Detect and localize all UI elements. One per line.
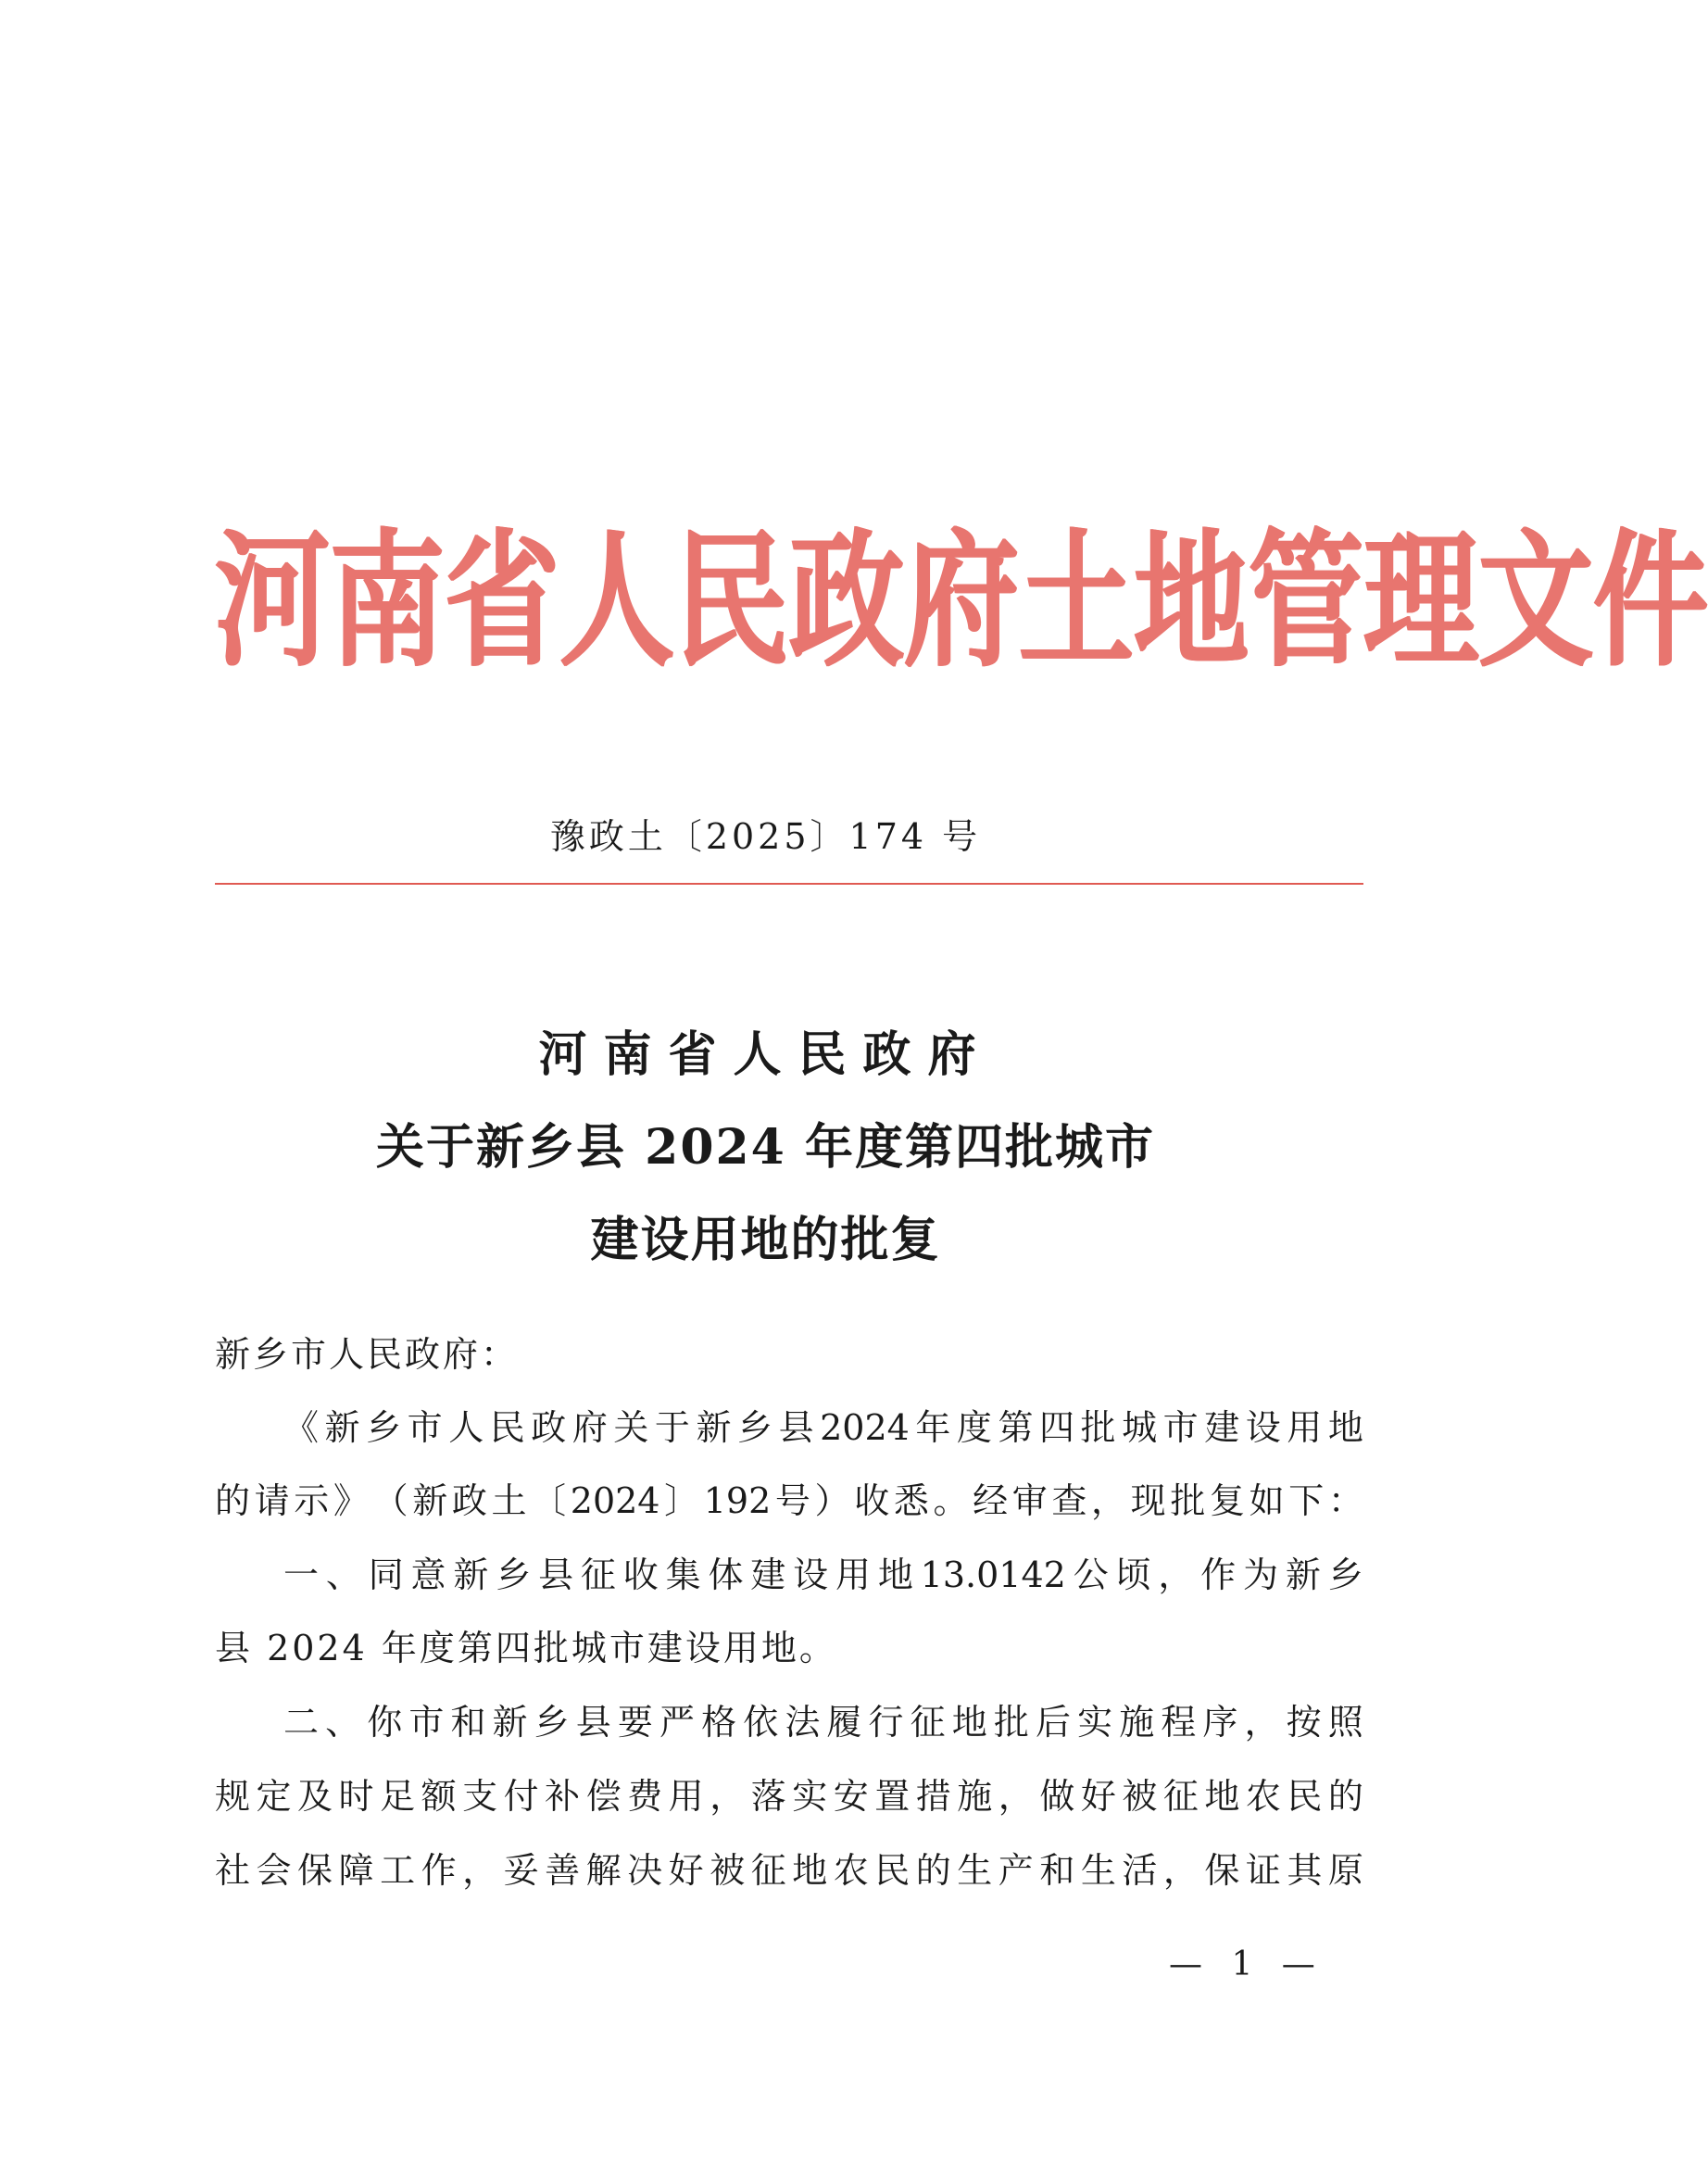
body-glyph: 新: [324, 1407, 360, 1448]
body-glyph: 安: [833, 1776, 869, 1817]
body-glyph: 乡: [737, 1407, 773, 1448]
body-glyph: 保: [297, 1850, 333, 1891]
masthead-character: 府: [904, 516, 1020, 688]
masthead-character: 地: [1134, 516, 1250, 688]
body-glyph: 实: [1077, 1702, 1113, 1743]
body-glyph: 农: [1245, 1776, 1281, 1817]
body-glyph: 用: [835, 1555, 871, 1595]
page-number: — 1 —: [1169, 1945, 1325, 1983]
body-glyph: 作: [421, 1850, 457, 1891]
body-glyph: 市: [408, 1702, 445, 1743]
body-glyph: 活: [1122, 1850, 1158, 1891]
body-line: [283, 1702, 1363, 1743]
body-glyph: 被: [1122, 1776, 1158, 1817]
body-glyph: 的: [215, 1480, 251, 1521]
body-glyph: 作: [1200, 1555, 1237, 1595]
body-glyph: 履: [826, 1702, 862, 1743]
body-glyph: 地: [792, 1850, 828, 1891]
body-glyph: 依: [743, 1702, 779, 1743]
body-glyph: 措: [915, 1776, 951, 1817]
body-glyph: 征: [910, 1702, 946, 1743]
body-glyph: 偿: [585, 1776, 622, 1817]
body-glyph: 收: [622, 1555, 659, 1595]
red-divider-line: [215, 883, 1363, 885]
body-line: [215, 1776, 1363, 1817]
body-glyph: 如: [1249, 1480, 1285, 1521]
masthead-character: 土: [1019, 516, 1135, 688]
body-glyph: 一: [283, 1555, 320, 1595]
body-glyph: 规: [215, 1776, 251, 1817]
body-glyph: 示: [294, 1480, 330, 1521]
body-glyph: 补: [545, 1776, 581, 1817]
body-glyph: 会: [256, 1850, 292, 1891]
body-glyph: 法: [785, 1702, 821, 1743]
body-glyph: 照: [1327, 1702, 1363, 1743]
body-glyph: 第: [998, 1407, 1034, 1448]
body-glyph: 收: [854, 1480, 890, 1521]
body-glyph: ，: [710, 1776, 746, 1817]
body-glyph: 善: [545, 1850, 581, 1891]
body-glyph: 经: [973, 1480, 1009, 1521]
body-glyph: 人: [448, 1407, 484, 1448]
body-glyph: 土: [491, 1480, 527, 1521]
body-glyph: 2024: [820, 1407, 910, 1448]
body-glyph: 。: [933, 1480, 969, 1521]
body-line: [283, 1407, 1363, 1448]
body-glyph: 障: [338, 1850, 374, 1891]
body-glyph: 好: [668, 1850, 704, 1891]
salutation: 新乡市人民政府：: [215, 1334, 520, 1375]
body-glyph: 查: [1051, 1480, 1087, 1521]
masthead-character: 件: [1593, 516, 1708, 688]
body-glyph: 年: [915, 1407, 951, 1448]
body-glyph: 保: [1204, 1850, 1240, 1891]
body-glyph: 府: [571, 1407, 608, 1448]
body-glyph: 生: [957, 1850, 993, 1891]
body-glyph: ，: [1162, 1850, 1199, 1891]
body-glyph: 于: [654, 1407, 690, 1448]
body-glyph: 定: [256, 1776, 292, 1817]
body-glyph: 的: [915, 1850, 951, 1891]
body-glyph: 做: [1039, 1776, 1075, 1817]
body-glyph: 工: [380, 1850, 416, 1891]
body-glyph: 后: [1035, 1702, 1071, 1743]
body-glyph: 体: [708, 1555, 744, 1595]
body-glyph: 妥: [503, 1850, 539, 1891]
masthead-character: 理: [1363, 516, 1479, 688]
body-glyph: 》: [333, 1480, 369, 1521]
body-glyph: 好: [1080, 1776, 1116, 1817]
body-glyph: 证: [1245, 1850, 1281, 1891]
body-glyph: 公: [1073, 1555, 1109, 1595]
masthead-character: 民: [674, 516, 790, 688]
masthead-character: 南: [330, 516, 446, 688]
body-glyph: 下: [1288, 1480, 1325, 1521]
body-glyph: 、: [325, 1555, 361, 1595]
body-glyph: 城: [1122, 1407, 1158, 1448]
body-glyph: ，: [998, 1776, 1034, 1817]
body-glyph: 用: [668, 1776, 704, 1817]
title-subject-end: 建设用地的批复: [590, 1212, 941, 1268]
body-glyph: 地: [1204, 1776, 1240, 1817]
masthead-character: 管: [1249, 516, 1364, 688]
body-glyph: 关: [613, 1407, 649, 1448]
body-glyph: 新: [492, 1702, 528, 1743]
body-glyph: 付: [503, 1776, 539, 1817]
body-glyph: 市: [1162, 1407, 1199, 1448]
body-glyph: 新: [453, 1555, 489, 1595]
body-glyph: 设: [1245, 1407, 1281, 1448]
body-glyph: 建: [750, 1555, 786, 1595]
body-glyph: 县: [778, 1407, 814, 1448]
body-glyph: ，: [1158, 1555, 1194, 1595]
body-glyph: ：: [1327, 1480, 1363, 1521]
body-glyph: 乡: [1327, 1555, 1363, 1595]
body-glyph: 批: [1080, 1407, 1116, 1448]
body-glyph: 征: [750, 1850, 786, 1891]
body-glyph: 格: [701, 1702, 737, 1743]
body-glyph: 社: [215, 1850, 251, 1891]
masthead-character: 文: [1478, 516, 1594, 688]
body-glyph: 征: [580, 1555, 616, 1595]
body-glyph: 政: [451, 1480, 487, 1521]
body-glyph: 13.0142: [920, 1555, 1066, 1595]
body-glyph: 用: [1287, 1407, 1323, 1448]
body-glyph: ）: [814, 1480, 850, 1521]
body-glyph: 复: [1209, 1480, 1245, 1521]
masthead-character: 人: [559, 516, 675, 688]
body-glyph: 农: [833, 1850, 869, 1891]
body-glyph: 施: [957, 1776, 993, 1817]
body-glyph: 号: [774, 1480, 810, 1521]
body-glyph: 192: [703, 1480, 772, 1521]
body-glyph: ，: [462, 1850, 498, 1891]
body-glyph: 按: [1286, 1702, 1322, 1743]
body-glyph: 新: [1285, 1555, 1321, 1595]
title-subject: 关于新乡县 2024 年度第四批城市: [376, 1119, 1155, 1176]
body-glyph: 民: [489, 1407, 525, 1448]
body-glyph: 产: [998, 1850, 1034, 1891]
body-glyph: 额: [421, 1776, 457, 1817]
body-glyph: 度: [956, 1407, 992, 1448]
body-glyph: 足: [380, 1776, 416, 1817]
body-glyph: 要: [617, 1702, 653, 1743]
body-glyph: 四: [1039, 1407, 1075, 1448]
body-glyph: 置: [874, 1776, 911, 1817]
body-glyph: 二: [283, 1702, 320, 1743]
body-glyph: 乡: [534, 1702, 570, 1743]
body-glyph: 市: [407, 1407, 443, 1448]
body-glyph: 支: [462, 1776, 498, 1817]
body-glyph: 序: [1202, 1702, 1238, 1743]
body-glyph: 你: [367, 1702, 403, 1743]
body-glyph: 民: [874, 1850, 911, 1891]
body-glyph: 地: [1327, 1407, 1363, 1448]
body-glyph: 原: [1327, 1850, 1363, 1891]
body-glyph: 现: [1130, 1480, 1166, 1521]
body-glyph: 意: [410, 1555, 446, 1595]
body-glyph: 行: [868, 1702, 904, 1743]
body-glyph: 费: [627, 1776, 663, 1817]
masthead-character: 省: [445, 516, 560, 688]
title-issuer: 河南省人民政府: [538, 1026, 993, 1083]
body-line: [215, 1850, 1363, 1891]
body-glyph: 其: [1287, 1850, 1323, 1891]
body-glyph: 生: [1080, 1850, 1116, 1891]
body-glyph: 请: [254, 1480, 290, 1521]
body-glyph: 地: [877, 1555, 913, 1595]
masthead-character: 政: [789, 516, 905, 688]
body-glyph: 〕: [664, 1480, 700, 1521]
body-glyph: 同: [368, 1555, 404, 1595]
body-glyph: 征: [1162, 1776, 1199, 1817]
body-glyph: 县: [538, 1555, 574, 1595]
body-glyph: 决: [627, 1850, 663, 1891]
body-glyph: 《: [283, 1407, 320, 1448]
body-line: [283, 1555, 1363, 1595]
body-glyph: 及: [297, 1776, 333, 1817]
body-glyph: 新: [412, 1480, 448, 1521]
body-glyph: 为: [1243, 1555, 1279, 1595]
body-glyph: 批: [993, 1702, 1029, 1743]
body-glyph: 建: [1204, 1407, 1240, 1448]
masthead-title: [215, 514, 1708, 690]
body-glyph: 乡: [366, 1407, 402, 1448]
body-glyph: 2024: [570, 1480, 660, 1521]
body-glyph: 地: [951, 1702, 987, 1743]
body-glyph: 设: [793, 1555, 829, 1595]
body-glyph: 和: [1039, 1850, 1075, 1891]
body-glyph: ，: [1244, 1702, 1280, 1743]
body-glyph: 严: [659, 1702, 695, 1743]
body-glyph: 集: [665, 1555, 701, 1595]
body-glyph: 和: [450, 1702, 486, 1743]
body-glyph: 的: [1327, 1776, 1363, 1817]
body-line: [215, 1480, 1363, 1521]
body-glyph: 县: [575, 1702, 611, 1743]
body-glyph: 落: [750, 1776, 786, 1817]
body-glyph: 悉: [893, 1480, 929, 1521]
body-glyph: 、: [325, 1702, 361, 1743]
body-glyph: 顷: [1115, 1555, 1151, 1595]
body-line: 县 2024 年度第四批城市建设用地。: [215, 1628, 837, 1668]
body-glyph: 民: [1287, 1776, 1323, 1817]
masthead-character: 河: [215, 516, 331, 688]
body-glyph: 施: [1119, 1702, 1155, 1743]
body-glyph: 时: [338, 1776, 374, 1817]
body-glyph: 程: [1161, 1702, 1197, 1743]
body-glyph: 〔: [531, 1480, 567, 1521]
body-glyph: 乡: [496, 1555, 532, 1595]
body-glyph: ，: [1091, 1480, 1127, 1521]
body-glyph: （: [372, 1480, 408, 1521]
body-glyph: 批: [1170, 1480, 1206, 1521]
body-glyph: 解: [585, 1850, 622, 1891]
body-glyph: 审: [1011, 1480, 1048, 1521]
body-glyph: 新: [696, 1407, 732, 1448]
document-number: 豫政土〔2025〕174 号: [549, 816, 982, 857]
body-glyph: 政: [531, 1407, 567, 1448]
body-glyph: 被: [710, 1850, 746, 1891]
body-glyph: 实: [792, 1776, 828, 1817]
